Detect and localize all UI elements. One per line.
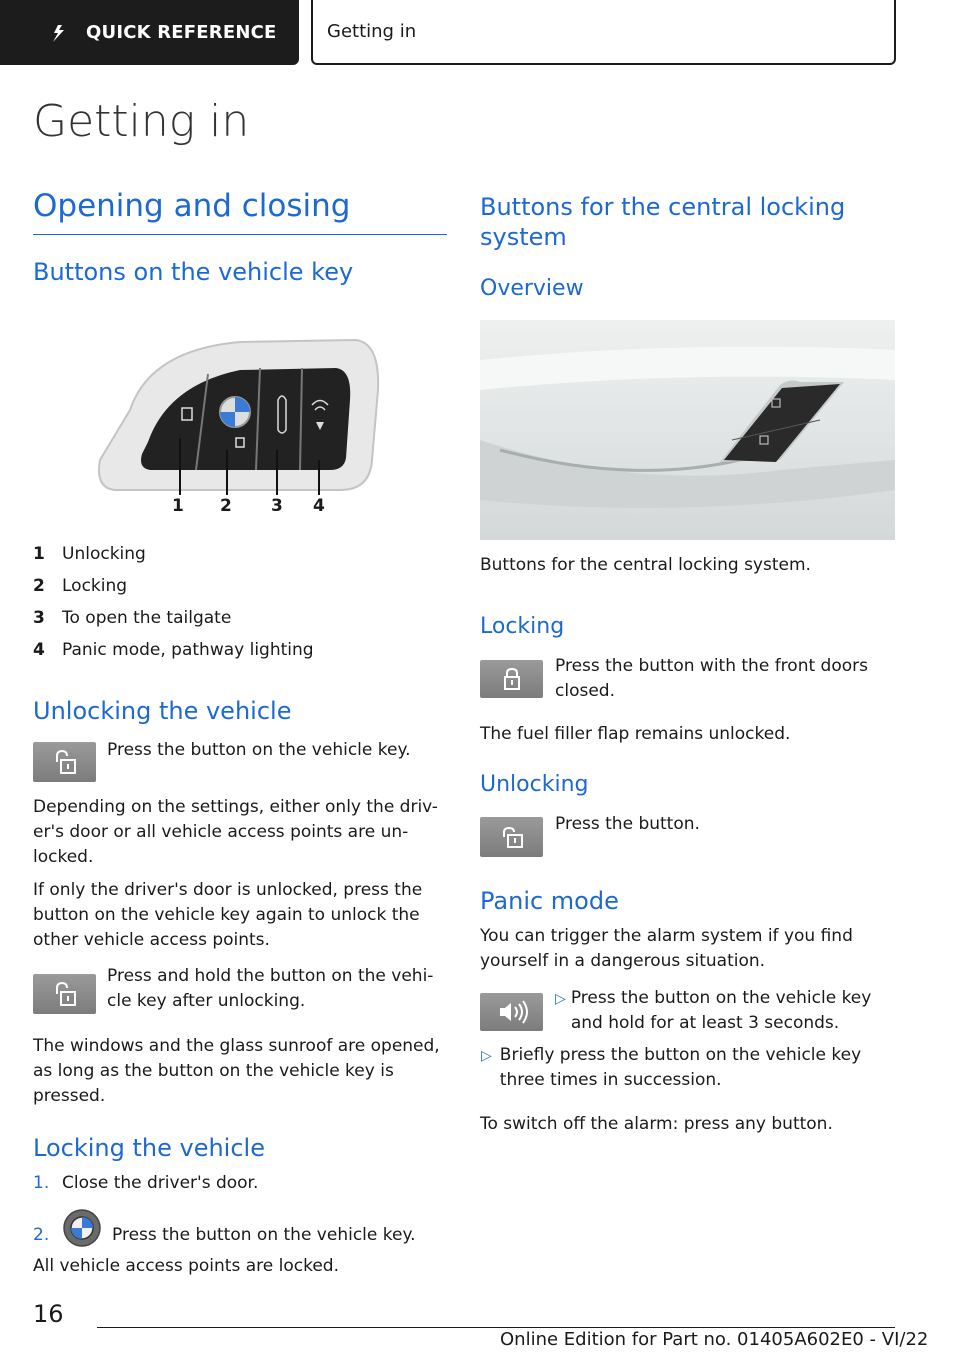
heading-unlocking-vehicle: Unlocking the vehicle: [33, 697, 292, 725]
triangle-bullet-icon: ▷: [555, 991, 566, 1007]
lock-button-icon: [480, 660, 543, 698]
triangle-bullet-icon: ▷: [481, 1048, 492, 1064]
panic-off-text: To switch off the alarm: press any button.: [480, 1114, 833, 1134]
page-number: 16: [33, 1300, 64, 1328]
unlock-hold-instruction: Press and hold the button on the vehi-cle key after unlocking.: [107, 966, 434, 1011]
overview-caption: Buttons for the central locking system.: [480, 555, 811, 575]
heading-overview: Overview: [480, 276, 584, 301]
door-handle-illustration: [480, 320, 895, 540]
callout-3: 3: [271, 496, 283, 516]
lock-result: All vehicle access points are locked.: [33, 1256, 339, 1276]
edition-text: Online Edition for Part no. 01405A602E0 - VI/22: [500, 1329, 929, 1350]
list-item: 1 Unlocking: [33, 544, 146, 564]
unlock-paragraph-3: The windows and the glass sunroof are opened, as long as the button on the vehicle key is pressed.: [33, 1036, 440, 1106]
heading-rule: [33, 234, 447, 235]
callout-4: 4: [313, 496, 325, 516]
panic-intro: You can trigger the alarm system if you find yourself in a dangerous situation.: [480, 926, 853, 971]
quick-reference-label: QUICK REFERENCE: [86, 22, 277, 43]
callout-2: 2: [220, 496, 232, 516]
bmw-logo-button-icon: [62, 1208, 102, 1248]
heading-central-locking: Buttons for the central locking system: [480, 193, 846, 251]
heading-locking-vehicle: Locking the vehicle: [33, 1134, 265, 1162]
unlocking-instruction: Press the button.: [555, 814, 700, 834]
locking-note: The fuel filler flap remains unlocked.: [480, 724, 791, 744]
sparkle-arrow-icon: [44, 21, 68, 45]
unlock-instruction: Press the button on the vehicle key.: [107, 740, 411, 760]
unlock-paragraph-2: If only the driver's door is unlocked, press the button on the vehicle key again to unlock the other vehicle access points.: [33, 880, 423, 950]
unlock-paragraph-1: Depending on the settings, either only the driv-er's door or all vehicle access points are un-locked.: [33, 797, 438, 867]
key-button-list: [33, 538, 433, 666]
unlock-button-icon: [33, 742, 96, 782]
footer-rule: [97, 1327, 895, 1328]
heading-locking: Locking: [480, 614, 565, 639]
list-item: 2 Locking: [33, 576, 128, 596]
chapter-tab[interactable]: [311, 0, 896, 65]
panic-bullet-2: ▷ Briefly press the button on the vehicle key three times in succession.: [481, 1043, 895, 1093]
unlock-hold-button-icon: [33, 974, 96, 1014]
list-item: 3 To open the tailgate: [33, 608, 232, 628]
callout-1: 1: [172, 496, 184, 516]
chapter-label: Getting in: [327, 21, 417, 42]
heading-buttons-vehicle-key: Buttons on the vehicle key: [33, 258, 354, 286]
lock-step-1: 1. Close the driver's door.: [33, 1173, 259, 1193]
vehicle-key-illustration: [90, 330, 390, 520]
lock-step-2: 2. Press the button on the vehicle key.: [33, 1222, 449, 1248]
quick-reference-tab[interactable]: [0, 0, 299, 65]
page-title: Getting in: [33, 96, 250, 147]
central-unlock-button-icon: [480, 817, 543, 857]
locking-instruction: Press the button with the front doors closed.: [555, 656, 868, 701]
heading-panic-mode: Panic mode: [480, 887, 619, 915]
panic-bullet-1: ▷ Press the button on the vehicle key and hold for at least 3 seconds.: [555, 986, 895, 1036]
heading-opening-closing: Opening and closing: [33, 188, 351, 224]
heading-unlocking: Unlocking: [480, 772, 589, 797]
list-item: 4 Panic mode, pathway lighting: [33, 640, 314, 660]
panic-button-icon: [480, 993, 543, 1031]
